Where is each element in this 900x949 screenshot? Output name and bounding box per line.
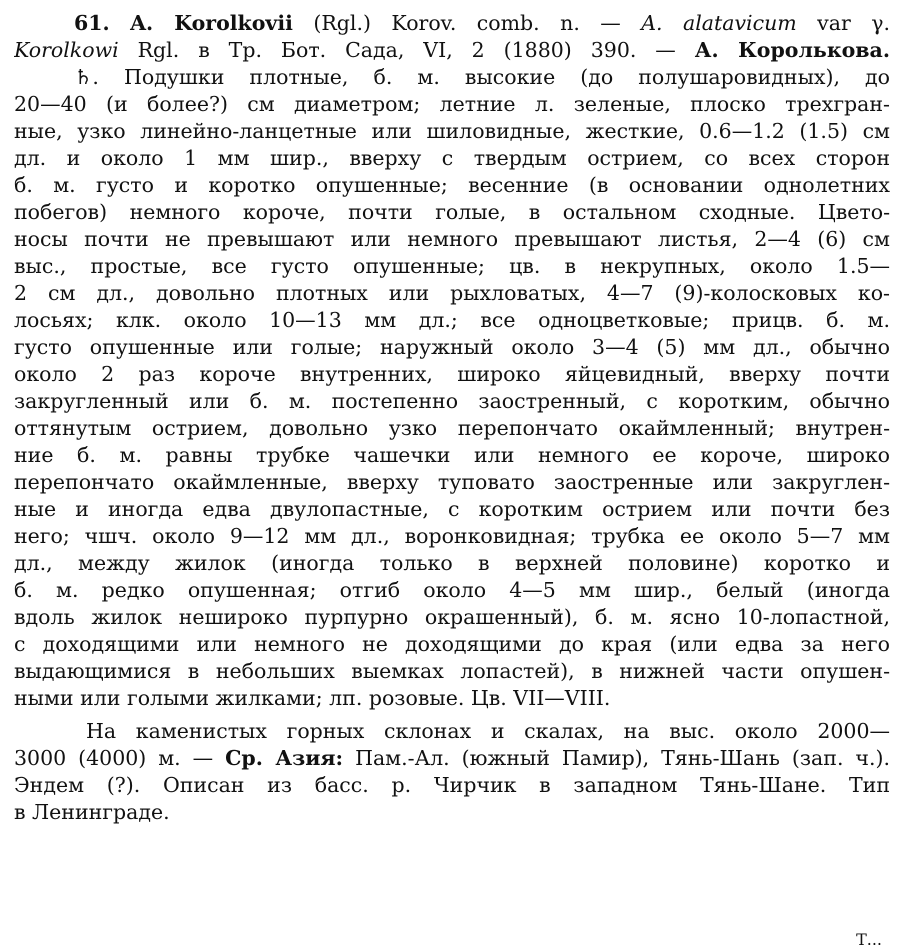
description-line: выдающимися в небольших выемках лопастей), в нижней части опушен- <box>14 659 890 683</box>
description-line: 2 см дл., довольно плотных или рыхловатых, 4—7 (9)-колосковых ко- <box>14 281 890 305</box>
description-line: около 2 раз короче внутренних, широко яйцевидный, вверху почти <box>14 362 890 386</box>
habitat-line-2 <box>14 745 890 772</box>
description-line: ние б. м. равны трубке чашечки или немного ее короче, широко <box>14 443 890 467</box>
variety-epithet: Korolkowi <box>14 38 119 62</box>
description-line: ные и иногда едва двулопастные, с коротким острием или почти без <box>14 497 890 521</box>
description-line: выс., простые, все густо опушенные; цв. в некрупных, около 1.5— <box>14 254 890 278</box>
entry-number: 61. <box>74 11 110 35</box>
entry-heading-line-1 <box>14 10 890 37</box>
altitude-range: 3000 (4000) м. — <box>14 746 214 770</box>
description-line: б. м. редко опушенная; отгиб около 4—5 мм шир., белый (иногда <box>14 578 890 602</box>
literature-reference: Rgl. в Тр. Бот. Сада, VI, 2 (1880) 390. — <box>137 38 676 62</box>
habitat-line-3: Эндем (?). Описан из басс. р. Чирчик в западном Тянь-Шане. Тип <box>14 773 890 797</box>
description-line: дл. и около 1 мм шир., вверху с твердым острием, со всех сторон <box>14 146 890 170</box>
habitat-line-4: в Ленинграде. <box>14 800 170 824</box>
region-label: Ср. Азия: <box>225 746 344 770</box>
description-line: ными или голыми жилками; лп. розовые. Цв. VII—VIII. <box>14 686 611 710</box>
description-line: него; чшч. около 9—12 мм дл., воронковидная; трубка ее около 5—7 мм <box>14 524 890 548</box>
page-tail-text: Т... <box>856 930 882 949</box>
description-line: перепончато окаймленные, вверху туповато заостренные или закруглен- <box>14 470 890 494</box>
description-line: вдоль жилок неширoко пурпурно окрашенный), б. м. ясно 10-лопастной, <box>14 605 890 629</box>
description-line: ные, узко линейно-ланцетные или шиловидные, жесткие, 0.6—1.2 (1.5) см <box>14 119 890 143</box>
description-line: закругленный или б. м. постепенно заостренный, с коротким, обычно <box>14 389 890 413</box>
basionym-variety: var γ. <box>817 11 890 35</box>
description-line: густо опушенные или голые; наружный около 3—4 (5) мм дл., обычно <box>14 335 890 359</box>
description-line: 20—40 (и более?) см диаметром; летние л. зеленые, плоско трехгран- <box>14 92 890 116</box>
document-page <box>14 10 890 826</box>
description-line: оттянутым острием, довольно узко перепончато окаймленный; внутрен- <box>14 416 890 440</box>
entry-heading-line-2 <box>14 37 890 64</box>
author-citation: (Rgl.) Korov. comb. n. — <box>313 11 621 35</box>
description-line: с доходящими или немного не доходящими до края (или едва за него <box>14 632 890 656</box>
basionym-name: A. alatavicum <box>641 11 797 35</box>
russian-species-name: А. Королькова. <box>694 38 890 62</box>
description-line: ♄. Подушки плотные, б. м. высокие (до полушаровидных), до <box>74 65 890 89</box>
description-line: носы почти не превышают или немного превышают листья, 2—4 (6) см <box>14 227 890 251</box>
habitat-line-1: На каменистых горных склонах и скалах, на выс. около 2000— <box>86 719 890 743</box>
species-name: A. Korolkovii <box>130 11 293 35</box>
description-line: побегов) немного короче, почти голые, в остальном сходные. Цвето- <box>14 200 890 224</box>
description-line: дл., между жилок (иногда только в верхней половине) коротко и <box>14 551 890 575</box>
description-line: б. м. густо и коротко опушенные; весенние (в основании однолетних <box>14 173 890 197</box>
distribution-text: Пам.-Ал. (южный Памир), Тянь-Шань (зап. ч.). <box>355 746 890 770</box>
description-line: лосьях; клк. около 10—13 мм дл.; все одноцветковые; прицв. б. м. <box>14 308 890 332</box>
